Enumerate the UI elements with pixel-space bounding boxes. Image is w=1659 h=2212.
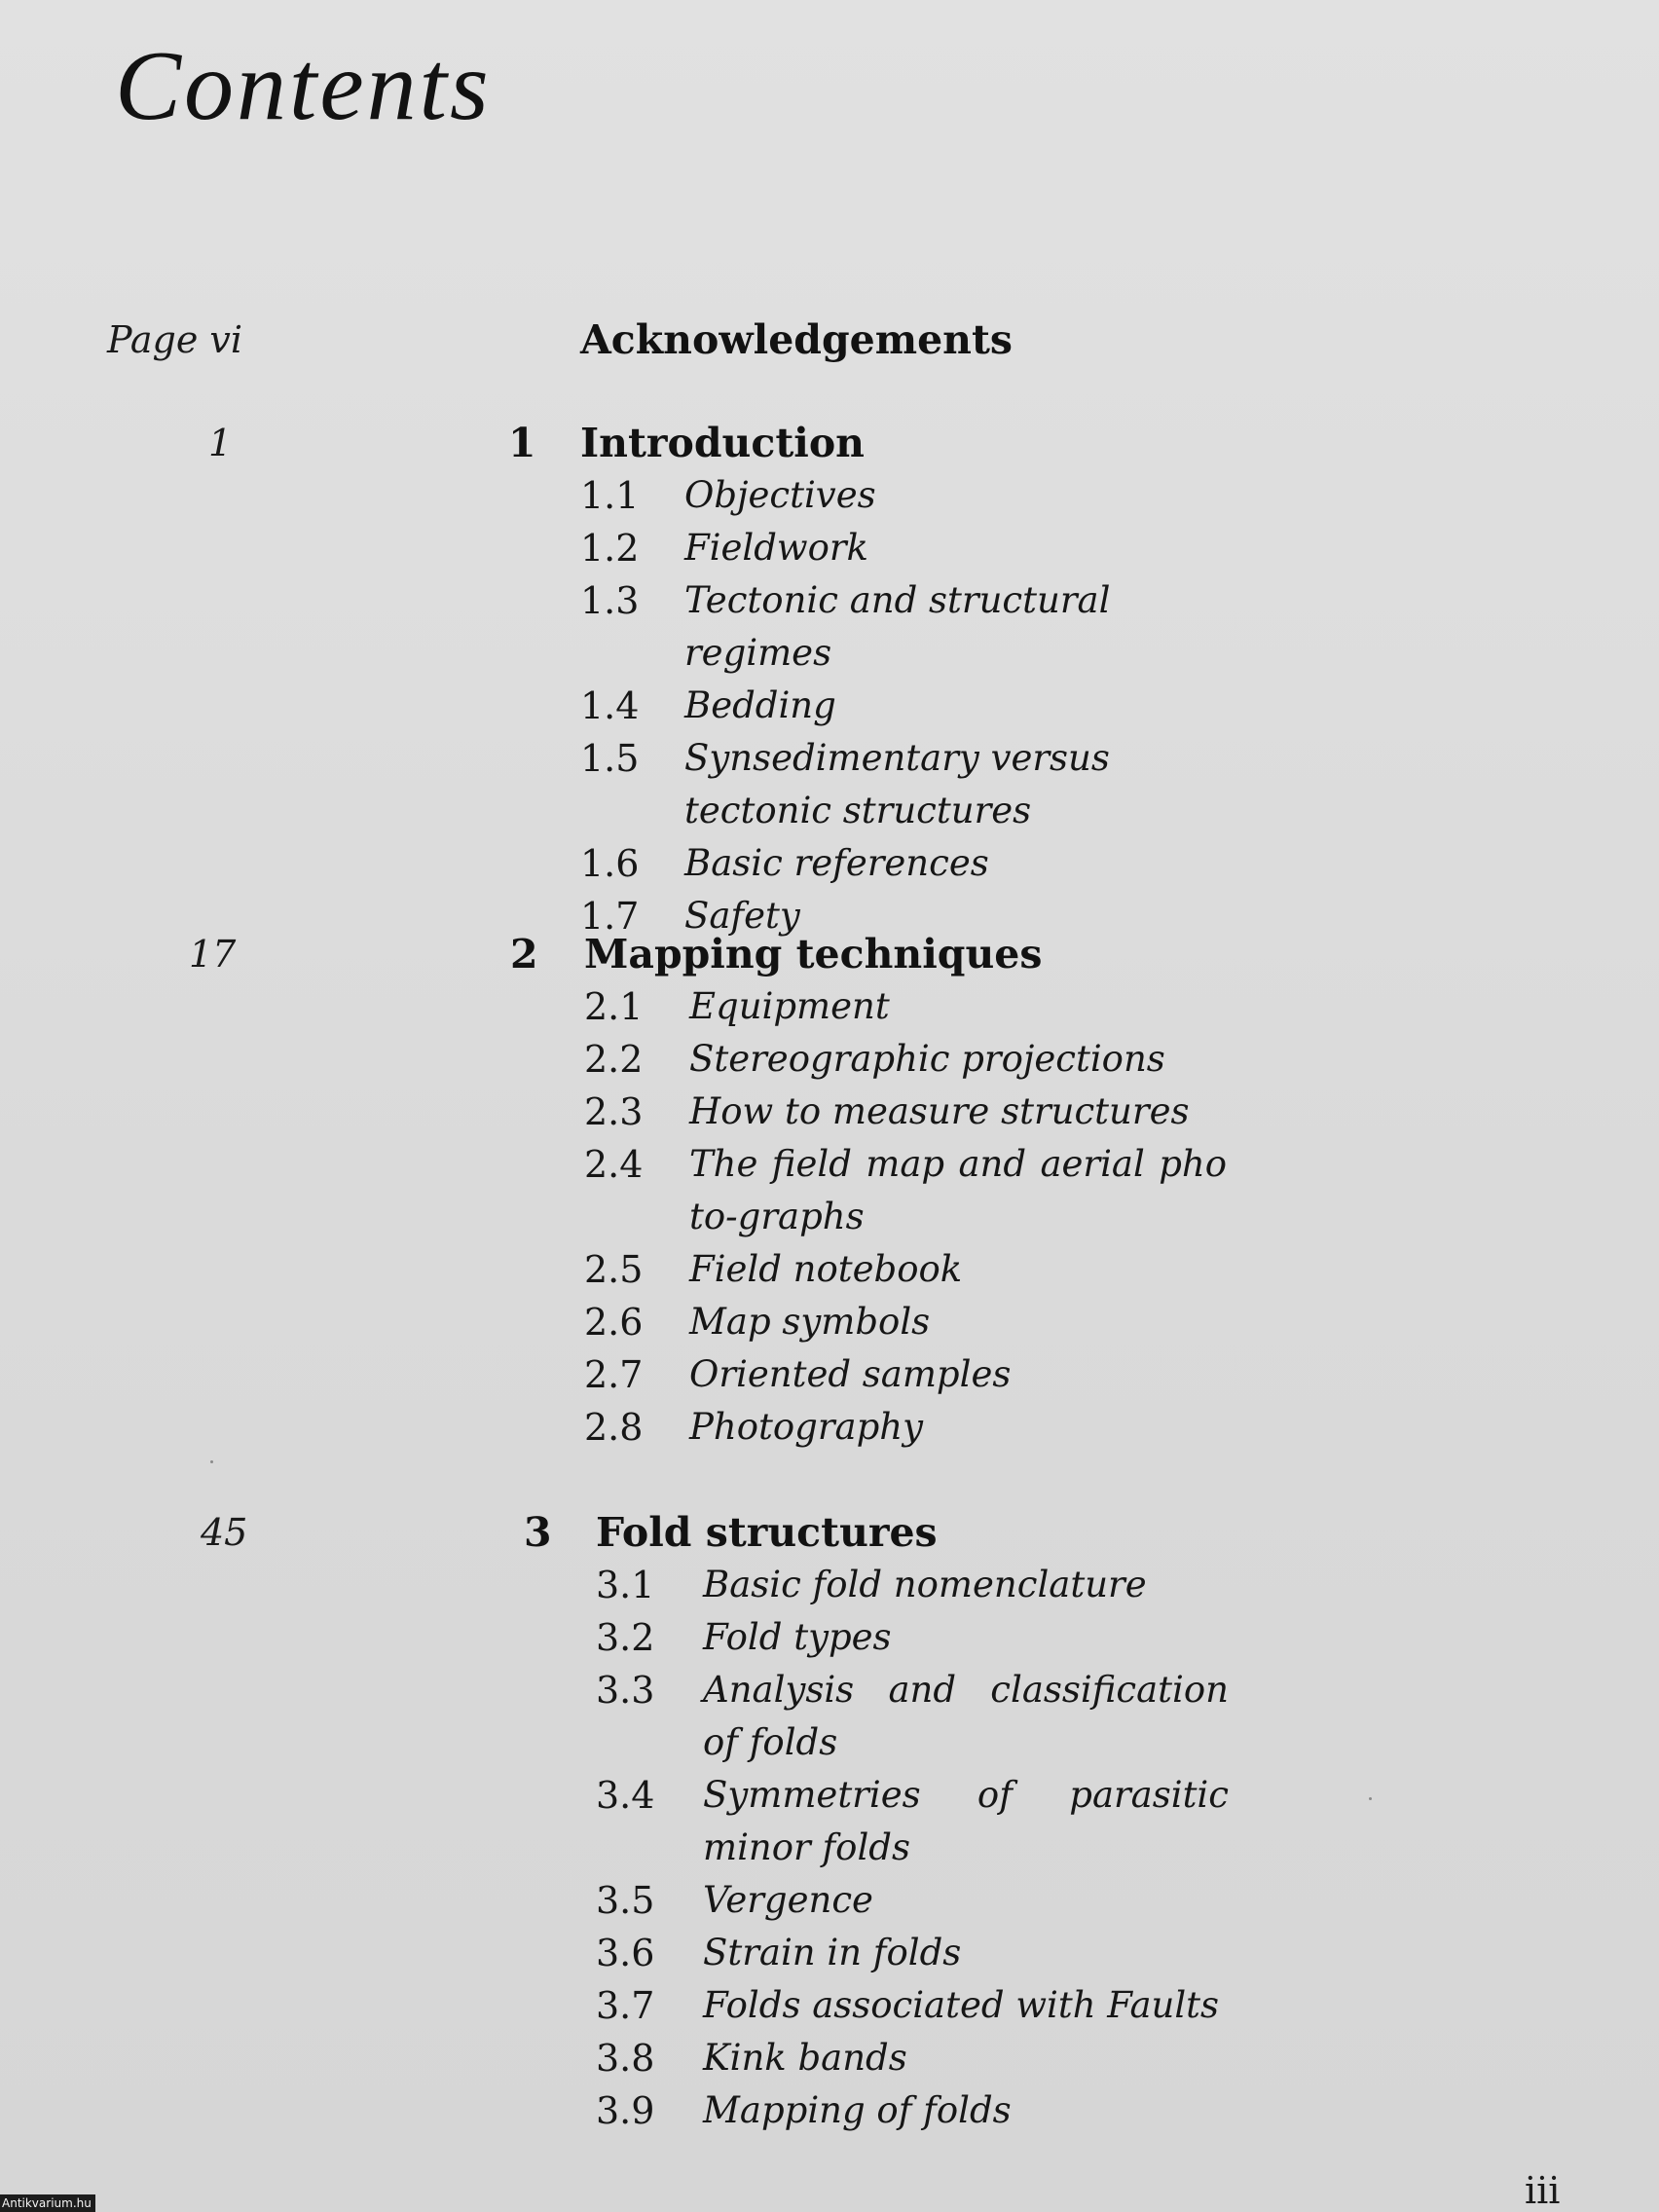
chapter-page-reference: 17 bbox=[189, 933, 237, 976]
toc-entry bbox=[584, 980, 1227, 1033]
toc-entry bbox=[596, 1979, 1238, 2032]
toc-entry bbox=[584, 1243, 1227, 1296]
section-title: Strain in folds bbox=[703, 1932, 962, 1973]
toc-entry bbox=[580, 680, 1223, 732]
page-number: iii bbox=[1525, 2169, 1561, 2212]
section-number: 1.5 bbox=[580, 737, 640, 780]
section-title: Vergence bbox=[703, 1879, 873, 1921]
paper-speck bbox=[1369, 1797, 1372, 1800]
toc-entry bbox=[580, 837, 1223, 890]
section-title: Basic references bbox=[684, 842, 989, 884]
section-number: 1.4 bbox=[580, 684, 640, 727]
section-number: 2.4 bbox=[584, 1143, 644, 1186]
section-number: 3.3 bbox=[596, 1669, 655, 1712]
toc-entry bbox=[584, 1033, 1227, 1086]
section-title: Safety bbox=[684, 895, 800, 937]
section-title: Bedding bbox=[684, 684, 836, 726]
section-list bbox=[584, 980, 1227, 1454]
section-title: Basic fold nomenclature bbox=[703, 1564, 1147, 1605]
toc-entry bbox=[596, 1611, 1238, 1664]
section-number: 2.2 bbox=[584, 1038, 644, 1081]
toc-entry bbox=[584, 1348, 1227, 1401]
paper-speck bbox=[210, 1460, 213, 1463]
section-number: 1.7 bbox=[580, 895, 640, 938]
section-title: How to measure structures bbox=[689, 1090, 1190, 1132]
section-number: 3.9 bbox=[596, 2089, 655, 2132]
section-title: Field notebook bbox=[689, 1248, 963, 1290]
chapter-number: 1 bbox=[508, 420, 536, 466]
section-title: Oriented samples bbox=[689, 1353, 1012, 1395]
toc-entry bbox=[580, 522, 1223, 574]
section-title: Equipment bbox=[689, 985, 890, 1027]
section-number: 2.5 bbox=[584, 1248, 644, 1291]
toc-entry bbox=[596, 1769, 1238, 1874]
section-number: 3.4 bbox=[596, 1774, 655, 1817]
section-list bbox=[596, 1559, 1238, 2137]
toc-entry bbox=[596, 1559, 1238, 1611]
toc-entry bbox=[584, 1086, 1227, 1138]
section-number: 1.2 bbox=[580, 527, 640, 570]
chapter-title: Introduction bbox=[580, 420, 865, 466]
section-number: 3.7 bbox=[596, 1984, 655, 2027]
section-title: Synsedimentary versus tectonic structures bbox=[684, 737, 1110, 831]
chapter-title: Fold structures bbox=[596, 1509, 938, 1556]
section-title: Map symbols bbox=[689, 1301, 931, 1343]
section-number: 3.2 bbox=[596, 1616, 655, 1659]
section-number: 2.1 bbox=[584, 985, 644, 1028]
front-matter-title: Acknowledgements bbox=[580, 316, 1014, 363]
section-title: Symmetries of parasitic minor folds bbox=[703, 1774, 1229, 1868]
section-number: 1.1 bbox=[580, 474, 640, 517]
chapter-page-reference: 1 bbox=[208, 422, 233, 464]
section-title: Folds associated with Faults bbox=[703, 1984, 1220, 2026]
section-title: Photography bbox=[689, 1406, 923, 1448]
toc-entry bbox=[580, 469, 1223, 522]
section-title: Objectives bbox=[684, 474, 876, 516]
toc-entry bbox=[596, 2084, 1238, 2137]
toc-entry bbox=[584, 1138, 1227, 1243]
toc-entry bbox=[580, 574, 1223, 680]
section-title: The field map and aerial photo-graphs bbox=[689, 1143, 1227, 1237]
section-title: Fold types bbox=[703, 1616, 892, 1658]
section-number: 3.8 bbox=[596, 2037, 655, 2080]
section-number: 1.3 bbox=[580, 579, 640, 622]
page-reference: Page vi bbox=[107, 318, 243, 361]
section-number: 3.1 bbox=[596, 1564, 655, 1606]
section-number: 2.3 bbox=[584, 1090, 644, 1133]
chapter-number: 3 bbox=[524, 1509, 552, 1556]
section-title: Analysis and classification of folds bbox=[703, 1669, 1229, 1763]
toc-entry bbox=[596, 2032, 1238, 2084]
toc-entry bbox=[584, 1296, 1227, 1348]
toc-entry bbox=[596, 1874, 1238, 1927]
section-title: Mapping of folds bbox=[703, 2089, 1012, 2131]
section-number: 3.6 bbox=[596, 1932, 655, 1974]
chapter-page-reference: 45 bbox=[201, 1511, 248, 1554]
section-number: 2.8 bbox=[584, 1406, 644, 1449]
section-title: Fieldwork bbox=[684, 527, 868, 569]
section-title: Kink bands bbox=[703, 2037, 907, 2079]
watermark: Antikvarium.hu bbox=[0, 2194, 95, 2212]
section-title: Stereographic projections bbox=[689, 1038, 1165, 1080]
section-number: 2.7 bbox=[584, 1353, 644, 1396]
toc-entry bbox=[596, 1927, 1238, 1979]
toc-entry bbox=[596, 1664, 1238, 1769]
section-number: 1.6 bbox=[580, 842, 640, 885]
section-number: 2.6 bbox=[584, 1301, 644, 1344]
toc-entry bbox=[584, 1401, 1227, 1454]
page-title: Contents bbox=[115, 31, 492, 141]
section-title: Tectonic and structural regimes bbox=[684, 579, 1111, 674]
toc-entry bbox=[580, 732, 1223, 837]
section-number: 3.5 bbox=[596, 1879, 655, 1922]
section-list bbox=[580, 469, 1223, 942]
chapter-title: Mapping techniques bbox=[584, 931, 1043, 977]
chapter-number: 2 bbox=[510, 931, 538, 977]
